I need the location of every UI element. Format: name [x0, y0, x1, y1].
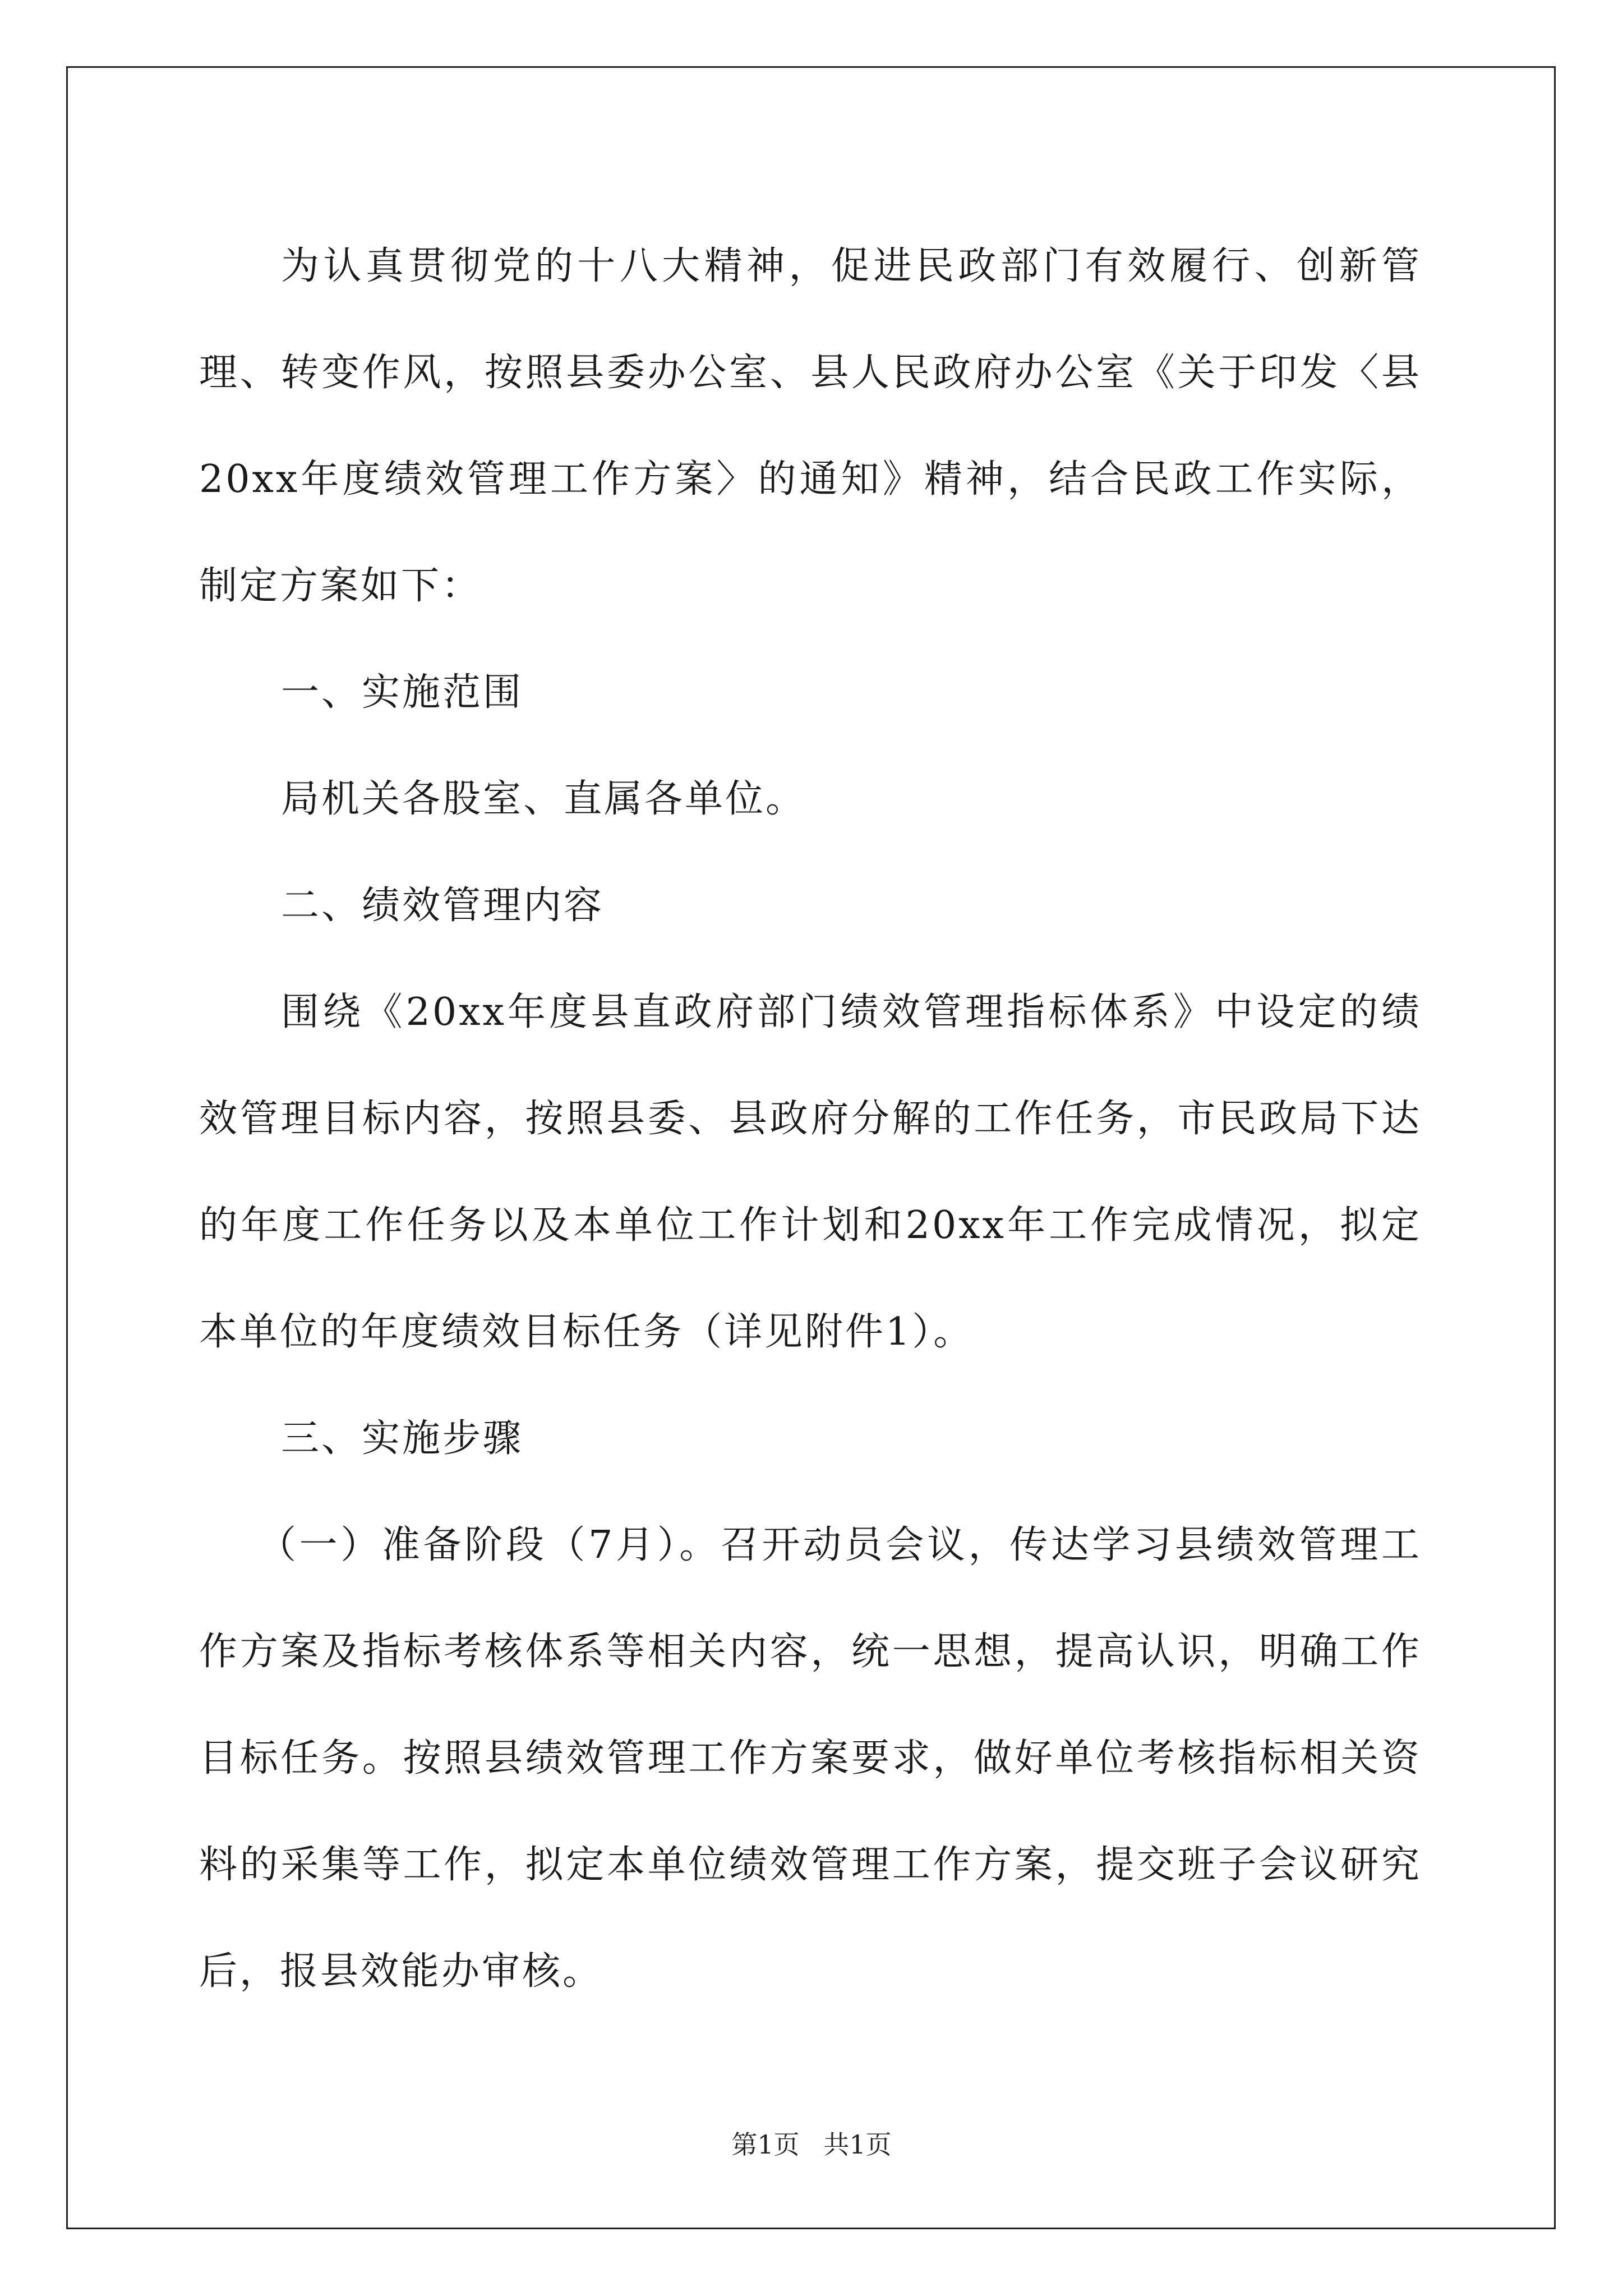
page-footer: [0, 2124, 1623, 2161]
document-body: [199, 213, 1422, 2025]
content-paragraph: 围绕《20xx年度县直政府部门绩效管理指标体系》中设定的绩效管理目标内容，按照县委、县政府分解的工作任务，市民政局下达的年度工作任务以及本单位工作计划和20xx年工作完成情况，拟定本单位的年度绩效目标任务（详见附件1）。: [199, 990, 1422, 1354]
steps-paragraph: （一）准备阶段（7月）。召开动员会议，传达学习县绩效管理工作方案及指标考核体系等相关内容，统一思想，提高认识，明确工作目标任务。按照县绩效管理工作方案要求，做好单位考核指标相关资料的采集等工作，拟定本单位绩效管理工作方案，提交班子会议研究后，报县效能办审核。: [199, 1523, 1422, 1994]
intro-paragraph: 为认真贯彻党的十八大精神，促进民政部门有效履行、创新管理、转变作风，按照县委办公室、县人民政府办公室《关于印发〈县20xx年度绩效管理工作方案〉的通知》精神，结合民政工作实际，制定方案如下：: [199, 244, 1422, 608]
section-heading-scope: 一、实施范围: [281, 670, 524, 715]
page-total: 共1页: [823, 2129, 892, 2160]
scope-paragraph: 局机关各股室、直属各单位。: [281, 777, 806, 821]
section-heading-steps: 三、实施步骤: [281, 1416, 524, 1461]
page-number: 第1页: [731, 2129, 800, 2160]
section-heading-content: 二、绩效管理内容: [281, 884, 605, 928]
